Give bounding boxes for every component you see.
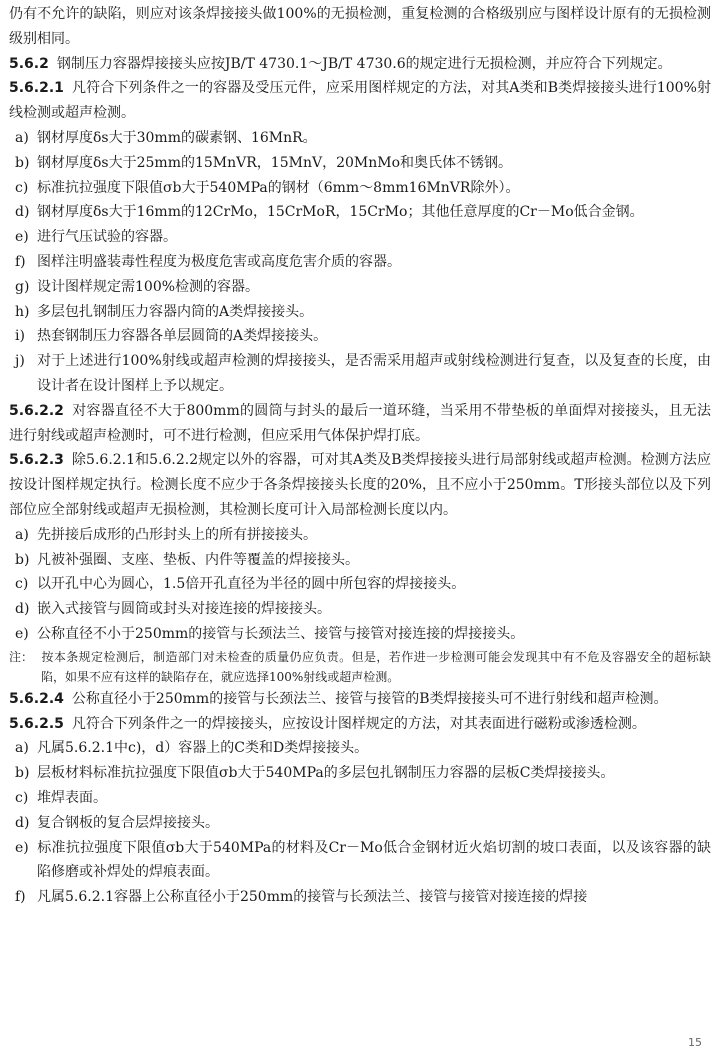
list-item: [9, 761, 711, 786]
item-marker: e): [15, 229, 29, 246]
item-marker: c): [15, 576, 29, 593]
clause-text: 公称直径小于250mm的接管与长颈法兰、接管与接管的B类焊接接头可不进行射线和超声检测。: [71, 690, 668, 707]
item-text: 设计图样规定需100%检测的容器。: [37, 278, 260, 295]
list-item: [9, 225, 711, 250]
item-text: 公称直径不小于250mm的接管与长颈法兰、接管与接管对接连接的焊接接头。: [37, 625, 525, 642]
list-item: [9, 250, 711, 275]
note: [9, 647, 711, 687]
clause-number: 5.6.2.5: [9, 715, 64, 732]
clause-5-6-2-1: [9, 76, 711, 126]
list-item: [9, 811, 711, 836]
item-text: 先拼接后成形的凸形封头上的所有拼接接头。: [37, 526, 317, 543]
item-text: 堆焊表面。: [37, 789, 107, 806]
item-text: 钢材厚度δs大于16mm的12CrMo，15CrMoR，15CrMo；其他任意厚度的Cr－Mo低合金钢。: [37, 204, 644, 221]
clause-number: 5.6.2.4: [9, 690, 64, 707]
item-text: 标准抗拉强度下限值σb大于540MPa的材料及Cr－Mo低合金钢材近火焰切割的坡口表面，以及该容器的缺陷修磨或补焊处的焊痕表面。: [37, 839, 711, 881]
item-marker: e): [15, 839, 29, 856]
item-marker: a): [15, 740, 29, 757]
item-text: 以开孔中心为圆心，1.5倍开孔直径为半径的圆中所包容的焊接接头。: [37, 576, 466, 593]
clause-text: 对容器直径不大于800mm的圆筒与封头的最后一道环缝，当采用不带垫板的单面焊对接接头，且无法进行射线或超声检测时，可不进行检测，但应采用气体保护焊打底。: [9, 402, 711, 444]
list-item: [9, 885, 711, 910]
item-text: 热套钢制压力容器各单层圆筒的A类焊接接头。: [37, 328, 328, 345]
list-item: [9, 548, 711, 573]
clause-5-6-2-5: [9, 712, 711, 737]
clause-text: 钢制压力容器焊接接头应按JB/T 4730.1～JB/T 4730.6的规定进行无损检测，并应符合下列规定。: [56, 55, 672, 72]
list-item: [9, 597, 711, 622]
item-text: 标准抗拉强度下限值σb大于540MPa的钢材（6mm～8mm16MnVR除外）。: [37, 179, 520, 196]
item-text: 钢材厚度δs大于25mm的15MnVR，15MnV，20MnMo和奥氏体不锈钢。: [37, 154, 513, 171]
item-text: 凡被补强圈、支座、垫板、内件等覆盖的焊接接头。: [37, 551, 359, 568]
item-marker: b): [15, 551, 30, 568]
clause-5-6-2-3: [9, 448, 711, 522]
item-text: 复合钢板的复合层焊接接头。: [37, 814, 219, 831]
item-text: 多层包扎钢制压力容器内筒的A类焊接接头。: [37, 303, 314, 320]
list-item: [9, 523, 711, 548]
item-text: 对于上述进行100%射线或超声检测的焊接接头，是否需采用超声或射线检测进行复查，以及复查的长度，由设计者在设计图样上予以规定。: [37, 353, 711, 394]
list-item: [9, 736, 711, 761]
item-marker: c): [15, 179, 29, 196]
clause-5-6-2-4: [9, 687, 711, 712]
list-item: [9, 324, 711, 349]
document-page: [9, 2, 711, 910]
item-text: 层板材料标准抗拉强度下限值σb大于540MPa的多层包扎钢制压力容器的层板C类焊接接头。: [37, 765, 615, 782]
clause-number: 5.6.2: [9, 55, 49, 72]
list-item: [9, 349, 711, 399]
item-marker: h): [15, 303, 30, 320]
clause-5-6-2-2: [9, 399, 711, 449]
list-item: [9, 572, 711, 597]
list-item: [9, 151, 711, 176]
item-marker: f): [15, 889, 26, 906]
item-text: 凡属5.6.2.1中c)，d）容器上的C类和D类焊接接头。: [37, 740, 369, 757]
item-marker: g): [15, 278, 30, 295]
clause-number: 5.6.2.2: [9, 402, 64, 419]
note-label: 注：: [9, 649, 34, 664]
list-item: [9, 126, 711, 151]
clause-number: 5.6.2.3: [9, 452, 64, 469]
item-text: 图样注明盛装毒性程度为极度危害或高度危害介质的容器。: [37, 253, 401, 270]
page-number: 15: [688, 1036, 702, 1049]
clause-text: 凡符合下列条件之一的焊接接头，应按设计图样规定的方法，对其表面进行磁粉或渗透检测。: [71, 715, 646, 732]
list-item: [9, 622, 711, 647]
list-item: [9, 200, 711, 225]
lead-paragraph: 仍有不允许的缺陷，则应对该条焊接接头做100%的无损检测，重复检测的合格级别应与图样设计原有的无损检测级别相同。: [9, 6, 711, 47]
note-text: 按本条规定检测后，制造部门对未检查的质量仍应负责。但是，若作进一步检测可能会发现其中有不危及容器安全的超标缺陷，如果不应有这样的缺陷存在，就应选择100%射线或超声检测。: [41, 649, 711, 684]
item-text: 凡属5.6.2.1容器上公称直径小于250mm的接管与长颈法兰、接管与接管对接连接的焊接: [37, 889, 588, 906]
item-marker: j): [15, 353, 25, 370]
clause-text: 除5.6.2.1和5.6.2.2规定以外的容器，可对其A类及B类焊接接头进行局部射线或超声检测。检测方法应按设计图样规定执行。检测长度不应少于各条焊接接头长度的20%，且不应小于250mm。T形接头部位以及下列部位应全部射线或超声无损检测，其检测长度可计入局部检测长度以内。: [9, 452, 711, 518]
list-item: [9, 786, 711, 811]
clause-number: 5.6.2.1: [9, 80, 64, 97]
item-marker: d): [15, 814, 30, 831]
item-marker: b): [15, 154, 30, 171]
list-item: [9, 176, 711, 201]
list-item: [9, 836, 711, 886]
item-marker: i): [15, 328, 25, 345]
item-marker: c): [15, 789, 29, 806]
list-item: [9, 300, 711, 325]
item-text: 嵌入式接管与圆筒或封头对接连接的焊接接头。: [37, 601, 331, 618]
item-marker: a): [15, 129, 29, 146]
list-item: [9, 275, 711, 300]
item-marker: b): [15, 765, 30, 782]
item-text: 进行气压试验的容器。: [37, 229, 177, 246]
item-text: 钢材厚度δs大于30mm的碳素钢、16MnR。: [37, 129, 317, 146]
item-marker: a): [15, 526, 29, 543]
clause-5-6-2: [9, 52, 711, 77]
item-marker: d): [15, 601, 30, 618]
item-marker: d): [15, 204, 30, 221]
item-marker: f): [15, 253, 26, 270]
clause-text: 凡符合下列条件之一的容器及受压元件，应采用图样规定的方法，对其A类和B类焊接接头进行100%射线检测或超声检测。: [9, 80, 711, 122]
item-marker: e): [15, 625, 29, 642]
